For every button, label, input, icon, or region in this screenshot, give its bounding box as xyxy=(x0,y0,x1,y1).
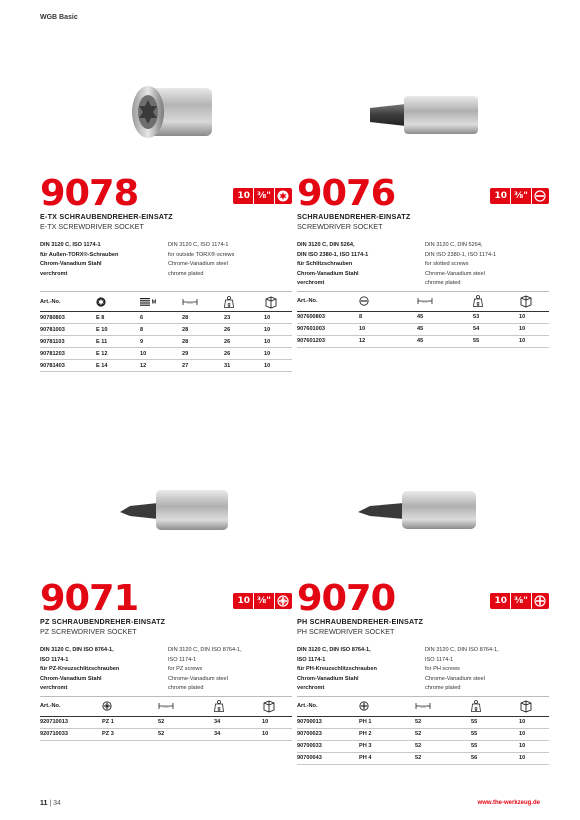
hex-drive-icon xyxy=(140,298,150,306)
spec-de-line: DIN 3120 C, ISO 1174-1 xyxy=(40,242,101,248)
cell-art-no: 90700043 xyxy=(297,752,359,764)
cell: PH 4 xyxy=(359,752,415,764)
weight-g-icon xyxy=(214,696,262,716)
table-row xyxy=(297,716,549,728)
cell: 45 xyxy=(417,323,473,335)
pozidriv-screw-icon xyxy=(102,696,158,716)
phillips-screw-icon xyxy=(532,593,548,609)
spec-en-line: for PZ screws xyxy=(168,666,203,673)
cell: 10 xyxy=(262,728,292,740)
cell-art-no: 90780803 xyxy=(40,312,96,324)
spec-en-line: chrome plated xyxy=(168,685,204,692)
table-row xyxy=(297,311,549,323)
cell: 34 xyxy=(214,716,262,728)
badge-qty: 10 xyxy=(234,188,254,204)
drive-badge xyxy=(490,188,549,204)
spec-block xyxy=(40,646,292,694)
spec-de-line: DIN 3120 C, DIN ISO 8764-1, xyxy=(40,647,114,653)
header-label: WGB Basic xyxy=(40,14,78,21)
product-section-9076 xyxy=(297,173,549,348)
torx-icon xyxy=(275,188,291,204)
spec-en-line: DIN 3120 C, ISO 1174-1 xyxy=(168,242,229,248)
product-number: 9078 xyxy=(40,173,139,214)
page-number xyxy=(40,800,61,807)
spec-en-line: DIN ISO 2380-1, ISO 1174-1 xyxy=(425,251,497,258)
spec-de-line: DIN 3120 C, DIN ISO 8764-1, xyxy=(297,647,371,653)
cell-art-no: 90781103 xyxy=(40,336,96,348)
cell: E 11 xyxy=(96,336,140,348)
cell-art-no: 90700033 xyxy=(297,740,359,752)
spec-de-line: DIN 3120 C, DIN 5264, xyxy=(297,242,355,248)
cell: 10 xyxy=(359,323,417,335)
cell: 10 xyxy=(140,348,182,360)
table-row xyxy=(297,335,549,347)
spec-de-line: DIN ISO 2380-1, ISO 1174-1 xyxy=(297,251,369,258)
spec-de-line: ISO 1174-1 xyxy=(297,656,326,663)
phillips-screw-icon xyxy=(359,696,415,716)
svg-text:g: g xyxy=(217,706,221,713)
cell: 10 xyxy=(519,311,549,323)
cell: 52 xyxy=(415,740,471,752)
torx-icon xyxy=(96,292,140,312)
product-number: 9076 xyxy=(297,173,396,214)
cell: 28 xyxy=(182,336,224,348)
cell: 10 xyxy=(264,312,292,324)
cell-art-no: 90781203 xyxy=(40,348,96,360)
svg-text:g: g xyxy=(474,706,478,713)
cell: PZ 1 xyxy=(102,716,158,728)
cell: 10 xyxy=(264,336,292,348)
package-quantity-icon xyxy=(519,291,549,311)
col-art-no: Art.-No. xyxy=(297,696,359,716)
package-quantity-icon xyxy=(264,292,292,312)
title-de: E-TX SCHRAUBENDREHER-EINSATZ xyxy=(40,212,173,221)
cell: 10 xyxy=(519,716,549,728)
spec-en-line: DIN 3120 C, DIN 5264, xyxy=(425,242,483,248)
table-row xyxy=(297,752,549,764)
spec-block xyxy=(40,241,292,279)
badge-drive: ⅜" xyxy=(511,188,532,204)
cell-art-no: 907600803 xyxy=(297,311,359,323)
pozidriv-screw-icon xyxy=(275,593,291,609)
spec-en-line: chrome plated xyxy=(425,280,461,287)
col-m xyxy=(140,292,182,312)
cell: PH 1 xyxy=(359,716,415,728)
cell-art-no: 907601003 xyxy=(297,323,359,335)
length-mm-icon xyxy=(158,696,214,716)
spec-de-line: verchromt xyxy=(297,685,325,692)
title-de: PZ SCHRAUBENDREHER-EINSATZ xyxy=(40,617,166,626)
cell-art-no: 90781003 xyxy=(40,324,96,336)
article-table xyxy=(297,696,549,765)
cell-art-no: 920710033 xyxy=(40,728,102,740)
page-current: 11 xyxy=(40,800,48,807)
table-row xyxy=(297,740,549,752)
cell-art-no: 907601203 xyxy=(297,335,359,347)
cell: 10 xyxy=(519,323,549,335)
badge-drive: ⅜" xyxy=(254,593,275,609)
cell: 8 xyxy=(140,324,182,336)
product-number: 9071 xyxy=(40,578,139,619)
svg-text:mm: mm xyxy=(163,704,169,709)
cell: 28 xyxy=(182,312,224,324)
title-de: PH SCHRAUBENDREHER-EINSATZ xyxy=(297,617,424,626)
cell: 31 xyxy=(224,360,264,372)
ph-socket-photo xyxy=(358,486,478,534)
col-art-no: Art.-No. xyxy=(40,696,102,716)
cell: E 12 xyxy=(96,348,140,360)
cell: PH 3 xyxy=(359,740,415,752)
product-section-9070 xyxy=(297,578,549,765)
badge-qty: 10 xyxy=(234,593,254,609)
cell: 52 xyxy=(415,728,471,740)
spec-de-line: für Außen-TORX®-Schrauben xyxy=(40,251,119,258)
spec-en-line: chrome plated xyxy=(425,685,461,692)
spec-de-line: Chrom-Vanadium Stahl xyxy=(40,675,102,682)
spec-en-line: Chrome-Vanadium steel xyxy=(168,261,228,268)
cell: 26 xyxy=(224,348,264,360)
pz-socket-photo xyxy=(120,486,230,534)
cell: 12 xyxy=(359,335,417,347)
product-section-9071 xyxy=(40,578,292,741)
title-en: PH SCREWDRIVER SOCKET xyxy=(297,627,395,636)
cell: 52 xyxy=(158,728,214,740)
col-m-label: M xyxy=(151,299,157,306)
svg-text:g: g xyxy=(476,301,480,308)
spec-de-line: ISO 1174-1 xyxy=(40,656,69,663)
svg-text:g: g xyxy=(227,301,231,308)
spec-de-line: Chrom-Vanadium Stahl xyxy=(297,675,359,682)
drive-badge xyxy=(233,593,292,609)
title-de: SCHRAUBENDREHER-EINSATZ xyxy=(297,212,411,221)
cell: E 8 xyxy=(96,312,140,324)
cell: 29 xyxy=(182,348,224,360)
cell: 10 xyxy=(519,752,549,764)
drive-badge xyxy=(490,593,549,609)
cell: PZ 3 xyxy=(102,728,158,740)
table-row xyxy=(40,348,292,360)
length-mm-icon xyxy=(417,291,473,311)
cell: 6 xyxy=(140,312,182,324)
cell: 12 xyxy=(140,360,182,372)
badge-drive: ⅜" xyxy=(511,593,532,609)
title-en: PZ SCREWDRIVER SOCKET xyxy=(40,627,137,636)
package-quantity-icon xyxy=(262,696,292,716)
badge-qty: 10 xyxy=(491,593,511,609)
cell: 10 xyxy=(519,335,549,347)
spec-de-line: für PZ-Kreuzschlitzschrauben xyxy=(40,666,120,673)
cell: 53 xyxy=(473,311,519,323)
spec-en-line: for outside TORX®-screws xyxy=(168,251,235,258)
spec-de-line: verchromt xyxy=(40,270,68,277)
cell: 27 xyxy=(182,360,224,372)
table-row xyxy=(40,336,292,348)
table-row xyxy=(40,324,292,336)
spec-en-line: for PH screws xyxy=(425,666,460,673)
spec-de-line: für Schlitzschrauben xyxy=(297,261,353,268)
spec-de-line: verchromt xyxy=(40,685,68,692)
package-quantity-icon xyxy=(519,696,549,716)
weight-g-icon xyxy=(473,291,519,311)
cell: E 14 xyxy=(96,360,140,372)
table-row xyxy=(297,323,549,335)
cell: 28 xyxy=(182,324,224,336)
cell-art-no: 90700023 xyxy=(297,728,359,740)
table-row xyxy=(297,728,549,740)
spec-en-line: chrome plated xyxy=(168,270,204,277)
product-section-9078 xyxy=(40,173,292,372)
product-number: 9070 xyxy=(297,578,396,619)
cell: 45 xyxy=(417,335,473,347)
spec-de-line: für PH-Kreuzschlitzschrauben xyxy=(297,666,377,673)
spec-block xyxy=(297,241,549,289)
cell: 9 xyxy=(140,336,182,348)
article-table xyxy=(40,291,292,372)
cell: PH 2 xyxy=(359,728,415,740)
cell: 10 xyxy=(264,324,292,336)
badge-drive: ⅜" xyxy=(254,188,275,204)
spec-de-line: Chrom-Vanadium Stahl xyxy=(297,270,359,277)
etx-socket-photo xyxy=(128,76,220,146)
svg-text:mm: mm xyxy=(187,300,193,305)
cell: 23 xyxy=(224,312,264,324)
spec-en-line: DIN 3120 C, DIN ISO 8764-1, xyxy=(168,647,242,653)
cell: 26 xyxy=(224,324,264,336)
cell: 55 xyxy=(473,335,519,347)
slotted-screw-icon xyxy=(359,291,417,311)
slotted-socket-photo xyxy=(370,92,480,140)
title-en: E-TX SCREWDRIVER SOCKET xyxy=(40,222,144,231)
col-art-no: Art.-No. xyxy=(40,292,96,312)
length-mm-icon xyxy=(182,292,224,312)
cell: 52 xyxy=(158,716,214,728)
cell: 10 xyxy=(519,728,549,740)
slotted-screw-icon xyxy=(532,188,548,204)
title-en: SCREWDRIVER SOCKET xyxy=(297,222,383,231)
weight-g-icon xyxy=(224,292,264,312)
article-table xyxy=(40,696,292,741)
weight-g-icon xyxy=(471,696,519,716)
spec-en-line: Chrome-Vanadium steel xyxy=(425,675,485,682)
table-row xyxy=(40,728,292,740)
article-table xyxy=(297,291,549,348)
spec-en-line: ISO 1174-1 xyxy=(168,656,197,663)
col-art-no: Art.-No. xyxy=(297,291,359,311)
cell: 10 xyxy=(264,348,292,360)
cell: 10 xyxy=(519,740,549,752)
cell-art-no: 90700013 xyxy=(297,716,359,728)
cell-art-no: 920710013 xyxy=(40,716,102,728)
length-mm-icon xyxy=(415,696,471,716)
cell: 52 xyxy=(415,716,471,728)
cell: 55 xyxy=(471,728,519,740)
cell: 8 xyxy=(359,311,417,323)
cell: 10 xyxy=(262,716,292,728)
cell: 26 xyxy=(224,336,264,348)
cell: 55 xyxy=(471,740,519,752)
spec-en-line: Chrome-Vanadium steel xyxy=(425,270,485,277)
cell: 54 xyxy=(473,323,519,335)
cell: E 10 xyxy=(96,324,140,336)
cell-art-no: 90781403 xyxy=(40,360,96,372)
spec-en-line: ISO 1174-1 xyxy=(425,656,454,663)
spec-de-line: verchromt xyxy=(297,280,325,287)
drive-badge xyxy=(233,188,292,204)
table-row xyxy=(40,716,292,728)
spec-en-line: for slotted screws xyxy=(425,261,469,268)
cell: 55 xyxy=(471,716,519,728)
table-row xyxy=(40,360,292,372)
spec-en-line: Chrome-Vanadium steel xyxy=(168,675,228,682)
spec-block xyxy=(297,646,549,694)
cell: 34 xyxy=(214,728,262,740)
badge-qty: 10 xyxy=(491,188,511,204)
page-rest: | 34 xyxy=(49,800,61,807)
cell: 10 xyxy=(264,360,292,372)
cell: 45 xyxy=(417,311,473,323)
cell: 56 xyxy=(471,752,519,764)
footer-url-link[interactable]: www.the-werkzeug.de xyxy=(477,800,540,806)
spec-de-line: Chrom-Vanadium Stahl xyxy=(40,261,102,268)
svg-text:mm: mm xyxy=(422,299,428,304)
spec-en-line: DIN 3120 C, DIN ISO 8764-1, xyxy=(425,647,499,653)
table-row xyxy=(40,312,292,324)
cell: 52 xyxy=(415,752,471,764)
svg-text:mm: mm xyxy=(420,704,426,709)
